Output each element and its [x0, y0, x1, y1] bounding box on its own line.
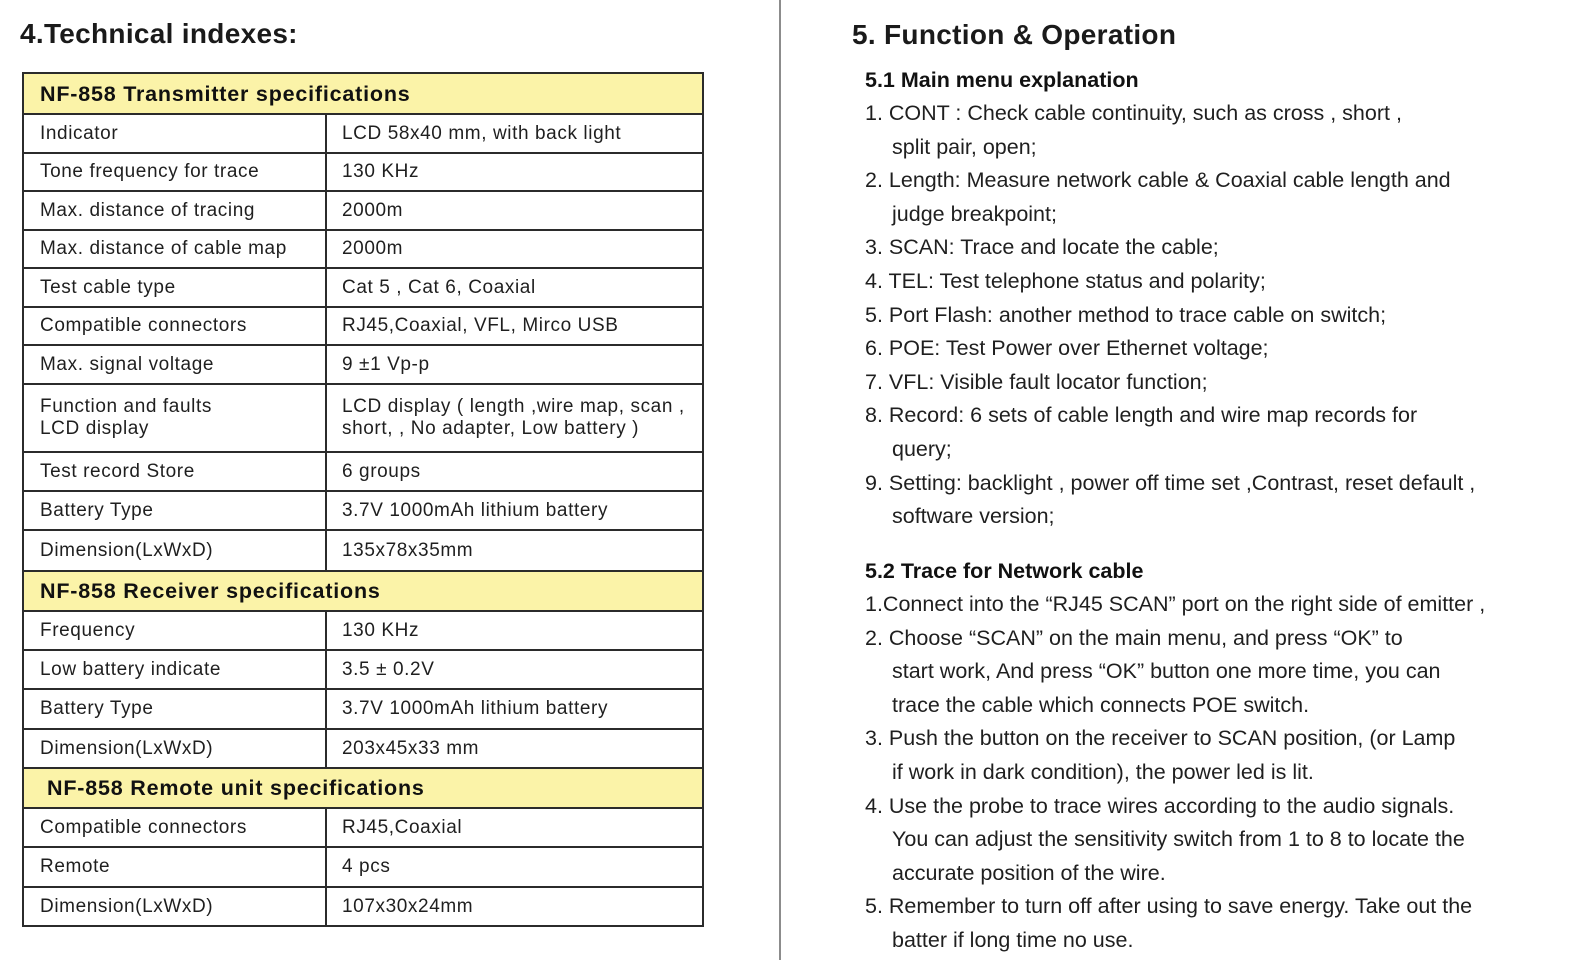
- list-item: 1. CONT : Check cable continuity, such as cross , short ,: [865, 101, 1402, 125]
- spec-value: 3.7V 1000mAh lithium battery: [326, 491, 703, 530]
- spec-table: [22, 72, 704, 927]
- table-row: [23, 384, 703, 452]
- spec-label: Function and faults LCD display: [23, 384, 326, 452]
- table-row: [23, 689, 703, 729]
- list-item: 9. Setting: backlight , power off time set ,Contrast, reset default ,: [865, 470, 1476, 495]
- table-row: [23, 491, 703, 530]
- spec-value: 2000m: [326, 191, 703, 230]
- section-header-row: [23, 768, 703, 808]
- table-row: [23, 729, 703, 768]
- spec-value: LCD 58x40 mm, with back light: [326, 114, 703, 153]
- list-item: 1.Connect into the “RJ45 SCAN” port on the right side of emitter ,: [865, 592, 1486, 616]
- section-header-row: [23, 571, 703, 611]
- spec-label: Tone frequency for trace: [23, 153, 326, 191]
- spec-value: 130 KHz: [326, 611, 703, 650]
- spec-label: Remote: [23, 847, 326, 887]
- list-item: 6. POE: Test Power over Ethernet voltage;: [865, 336, 1269, 361]
- table-row: [23, 230, 703, 268]
- list-item: 4. TEL: Test telephone status and polarity;: [865, 268, 1266, 293]
- list-item: batter if long time no use.: [892, 927, 1134, 952]
- spec-label: Dimension(LxWxD): [23, 887, 326, 926]
- table-row: [23, 887, 703, 926]
- list-item: 2. Length: Measure network cable & Coaxial cable length and: [865, 168, 1451, 193]
- remote-heading: NF-858 Remote unit specifications: [23, 768, 703, 808]
- table-row: [23, 452, 703, 491]
- table-row: [23, 307, 703, 345]
- main-menu-list: [865, 97, 1565, 534]
- spec-value: 4 pcs: [326, 847, 703, 887]
- list-item: split pair, open;: [892, 134, 1037, 159]
- list-item: 5. Port Flash: another method to trace cable on switch;: [865, 302, 1387, 327]
- list-item: judge breakpoint;: [892, 201, 1057, 226]
- receiver-heading: NF-858 Receiver specifications: [23, 571, 703, 611]
- spec-label: Indicator: [23, 114, 326, 153]
- spec-value: 3.5 ± 0.2V: [326, 650, 703, 689]
- table-row: [23, 345, 703, 384]
- list-item: if work in dark condition), the power led is lit.: [892, 759, 1314, 784]
- column-divider: [779, 0, 781, 960]
- list-item: 3. SCAN: Trace and locate the cable;: [865, 235, 1219, 260]
- technical-indexes-title: 4.Technical indexes:: [20, 18, 298, 49]
- spec-label: Compatible connectors: [23, 808, 326, 847]
- table-row: [23, 114, 703, 153]
- spec-label: Dimension(LxWxD): [23, 530, 326, 571]
- list-item: accurate position of the wire.: [892, 860, 1166, 885]
- list-item: 7. VFL: Visible fault locator function;: [865, 369, 1208, 394]
- section-header-row: [23, 73, 703, 114]
- spec-label: Dimension(LxWxD): [23, 729, 326, 768]
- trace-steps-list: [865, 588, 1565, 958]
- function-operation-title: 5. Function & Operation: [852, 19, 1177, 50]
- list-item: query;: [892, 436, 952, 461]
- list-item: 8. Record: 6 sets of cable length and wire map records for: [865, 403, 1418, 428]
- list-item: 3. Push the button on the receiver to SCAN position, (or Lamp: [865, 726, 1456, 751]
- table-row: [23, 611, 703, 650]
- spec-value: RJ45,Coaxial: [326, 808, 703, 847]
- spec-label: Test record Store: [23, 452, 326, 491]
- list-item: software version;: [892, 504, 1055, 529]
- spec-label: Max. signal voltage: [23, 345, 326, 384]
- table-row: [23, 268, 703, 307]
- spec-label: Battery Type: [23, 689, 326, 729]
- table-row: [23, 808, 703, 847]
- spec-value: 6 groups: [326, 452, 703, 491]
- list-item: 2. Choose “SCAN” on the main menu, and press “OK” to: [865, 625, 1403, 650]
- spec-value: 130 KHz: [326, 153, 703, 191]
- list-item: You can adjust the sensitivity switch from 1 to 8 to locate the: [892, 827, 1465, 852]
- transmitter-heading: NF-858 Transmitter specifications: [23, 73, 703, 114]
- main-menu-heading: 5.1 Main menu explanation: [865, 68, 1139, 92]
- spec-value: 3.7V 1000mAh lithium battery: [326, 689, 703, 729]
- table-row: [23, 153, 703, 191]
- spec-value: 203x45x33 mm: [326, 729, 703, 768]
- spec-label: Low battery indicate: [23, 650, 326, 689]
- spec-value: 9 ±1 Vp-p: [326, 345, 703, 384]
- spec-value: 2000m: [326, 230, 703, 268]
- spec-label: Test cable type: [23, 268, 326, 307]
- spec-value: 135x78x35mm: [326, 530, 703, 571]
- table-row: [23, 847, 703, 887]
- table-row: [23, 530, 703, 571]
- list-item: trace the cable which connects POE switch.: [892, 692, 1310, 717]
- table-row: [23, 650, 703, 689]
- spec-label: Max. distance of tracing: [23, 191, 326, 230]
- spec-label: Battery Type: [23, 491, 326, 530]
- list-item: start work, And press “OK” button one more time, you can: [892, 659, 1441, 684]
- spec-label: Max. distance of cable map: [23, 230, 326, 268]
- spec-value: Cat 5 , Cat 6, Coaxial: [326, 268, 703, 307]
- spec-label: Compatible connectors: [23, 307, 326, 345]
- spec-value: 107x30x24mm: [326, 887, 703, 926]
- spec-value: RJ45,Coaxial, VFL, Mirco USB: [326, 307, 703, 345]
- spec-value: LCD display ( length ,wire map, scan , short, , No adapter, Low battery ): [326, 384, 703, 452]
- table-row: [23, 191, 703, 230]
- trace-heading: 5.2 Trace for Network cable: [865, 559, 1144, 583]
- list-item: 5. Remember to turn off after using to save energy. Take out the: [865, 894, 1473, 919]
- list-item: 4. Use the probe to trace wires according to the audio signals.: [865, 793, 1455, 818]
- spec-label: Frequency: [23, 611, 326, 650]
